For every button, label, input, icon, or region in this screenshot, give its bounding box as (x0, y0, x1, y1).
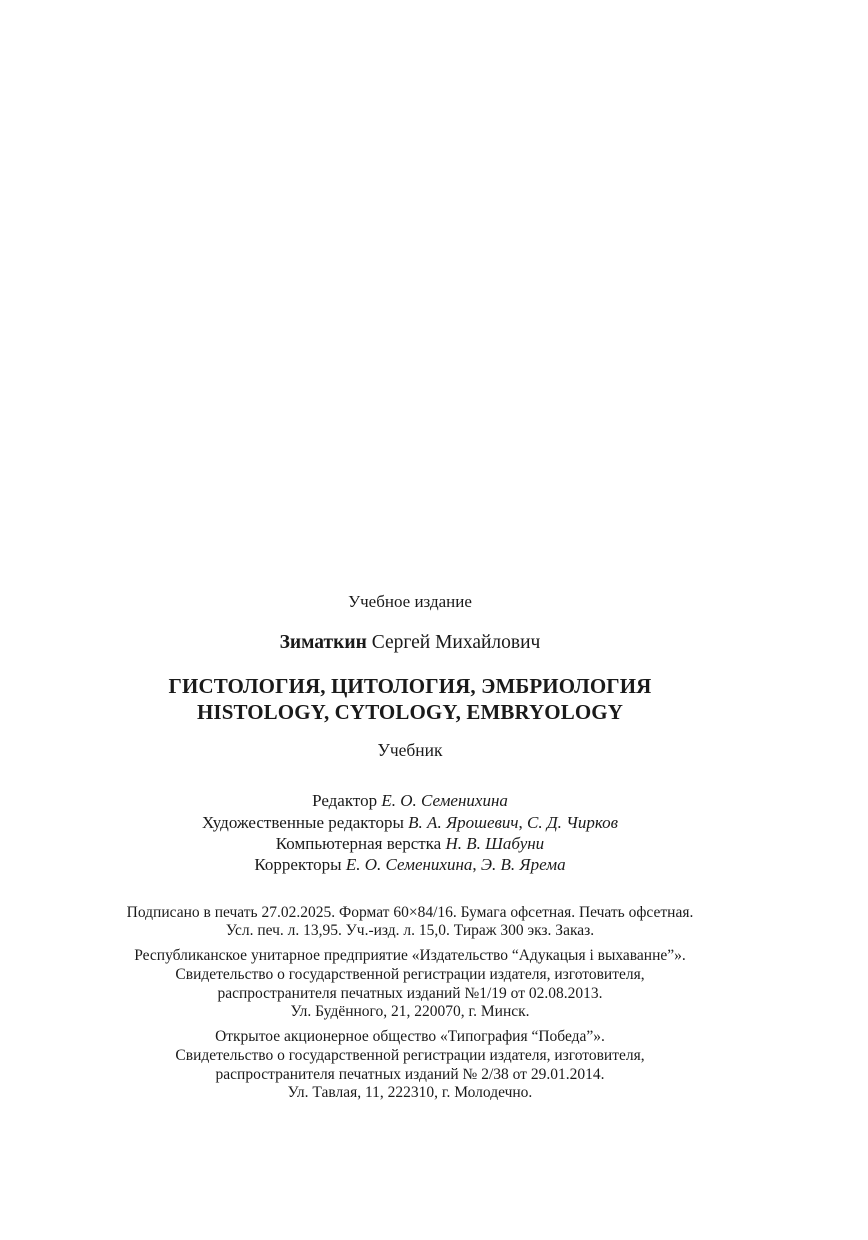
credit-layout (0, 834, 820, 854)
printer-line-1: Открытое акционерное общество «Типография “Победа”». (215, 1028, 605, 1045)
proofreader-name-1: Е. О. Семенихина (345, 855, 473, 874)
credit-proofreaders (0, 855, 820, 875)
print-details-line-1: Подписано в печать 27.02.2025. Формат 60×84/16. Бумага офсетная. Печать офсетная. (126, 904, 694, 921)
publisher-line-3: распространителя печатных изданий №1/19 от 02.08.2013. (217, 985, 603, 1002)
credit-art-editors (0, 813, 820, 833)
layout-label: Компьютерная верстка (275, 834, 446, 853)
art-editor-separator: , (518, 813, 527, 832)
credit-editor (0, 791, 820, 811)
author-given-names: Сергей Михайлович (366, 632, 541, 653)
book-title-russian: ГИСТОЛОГИЯ, ЦИТОЛОГИЯ, ЭМБРИОЛОГИЯ (168, 674, 652, 698)
proofreader-name-2: Э. В. Ярема (480, 855, 566, 874)
art-editor-name-2: С. Д. Чирков (526, 813, 619, 832)
editor-label: Редактор (312, 791, 382, 810)
art-editors-label: Художественные редакторы (201, 813, 409, 832)
publisher-line-1: Республиканское унитарное предприятие «Издательство “Адукацыя і выхаванне”». (134, 947, 686, 964)
printer-line-4: Ул. Тавлая, 11, 222310, г. Молодечно. (287, 1084, 533, 1101)
art-editor-name-1: В. А. Ярошевич (408, 813, 519, 832)
print-details-line-2: Усл. печ. л. 13,95. Уч.-изд. л. 15,0. Тираж 300 экз. Заказ. (225, 922, 595, 939)
edition-type: Учебное издание (348, 592, 472, 611)
author-surname: Зиматкин (279, 632, 367, 653)
book-title-english: HISTOLOGY, CYTOLOGY, EMBRYOLOGY (197, 700, 623, 724)
editor-name: Е. О. Семенихина (381, 791, 508, 810)
printer-line-2: Свидетельство о государственной регистрации издателя, изготовителя, (175, 1047, 645, 1064)
proofreader-separator: , (472, 855, 481, 874)
publisher-line-4: Ул. Будённого, 21, 220070, г. Минск. (290, 1003, 530, 1020)
author-line (0, 632, 820, 654)
publisher-line-2: Свидетельство о государственной регистрации издателя, изготовителя, (175, 966, 645, 983)
layout-name: Н. В. Шабуни (445, 834, 545, 853)
printer-line-3: распространителя печатных изданий № 2/38 от 29.01.2014. (215, 1066, 605, 1083)
book-type: Учебник (377, 740, 443, 760)
proofreaders-label: Корректоры (254, 855, 346, 874)
